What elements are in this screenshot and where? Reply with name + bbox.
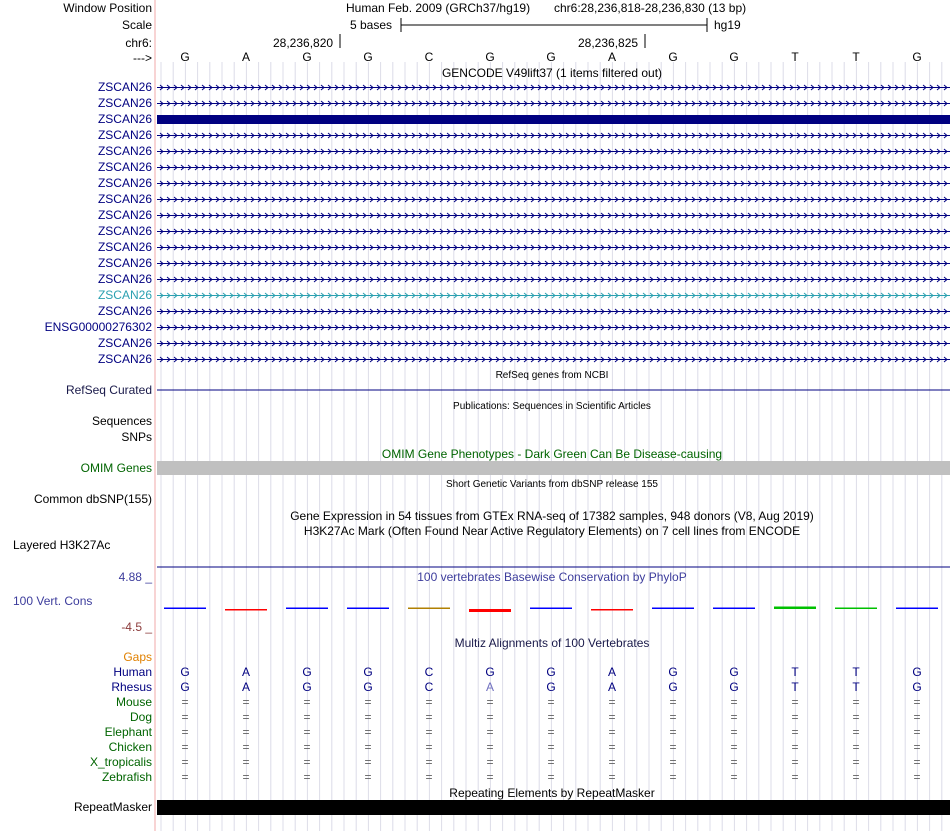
alignment-base: = — [852, 740, 860, 754]
gencode-item-label[interactable]: ZSCAN26 — [97, 160, 152, 174]
conservation-track-title[interactable]: 100 vertebrates Basewise Conservation by PhyloP — [417, 570, 687, 584]
base-letter: C — [424, 50, 434, 64]
gencode-item-label[interactable]: ZSCAN26 — [97, 96, 152, 110]
base-letter: T — [852, 50, 860, 64]
conservation-bar — [591, 609, 633, 611]
base-letter: T — [791, 50, 799, 64]
alignment-base: G — [546, 665, 556, 679]
alignment-base: = — [791, 710, 799, 724]
multiz-species-label[interactable]: Elephant — [104, 725, 152, 739]
conservation-ymax: 4.88 _ — [118, 570, 152, 584]
publications-track-title[interactable]: Publications: Sequences in Scientific Articles — [453, 401, 651, 412]
alignment-base: C — [424, 680, 434, 694]
alignment-base: = — [242, 770, 250, 784]
omim-bar[interactable] — [157, 461, 950, 475]
alignment-base: = — [852, 725, 860, 739]
alignment-base: = — [242, 710, 250, 724]
gencode-item-label[interactable]: ZSCAN26 — [97, 192, 152, 206]
alignment-base: = — [852, 755, 860, 769]
alignment-base: = — [364, 710, 372, 724]
alignment-base: = — [608, 725, 616, 739]
alignment-base: = — [852, 710, 860, 724]
gencode-item-label[interactable]: ZSCAN26 — [97, 144, 152, 158]
alignment-base: G — [668, 665, 678, 679]
alignment-base: A — [607, 665, 617, 679]
multiz-gaps-label[interactable]: Gaps — [123, 650, 152, 664]
alignment-base: = — [486, 725, 494, 739]
alignment-base: = — [608, 770, 616, 784]
multiz-species-label[interactable]: X_tropicalis — [89, 755, 152, 769]
conservation-bar — [530, 608, 572, 610]
alignment-base: = — [730, 710, 738, 724]
alignment-base: T — [852, 680, 860, 694]
alignment-base: = — [730, 725, 738, 739]
alignment-base: = — [669, 725, 677, 739]
base-letter: A — [241, 50, 251, 64]
repeatmasker-label[interactable]: RepeatMasker — [73, 800, 152, 814]
alignment-base: = — [547, 740, 555, 754]
gencode-item-label[interactable]: ZSCAN26 — [97, 272, 152, 286]
alignment-base: = — [242, 740, 250, 754]
alignment-base: = — [181, 740, 189, 754]
alignment-base: = — [364, 755, 372, 769]
alignment-base: = — [425, 740, 433, 754]
alignment-base: T — [852, 665, 860, 679]
gencode-item-label[interactable]: ZSCAN26 — [97, 336, 152, 350]
base-letter: G — [912, 50, 922, 64]
multiz-species-label[interactable]: Chicken — [108, 740, 152, 754]
base-letter: G — [363, 50, 373, 64]
dbsnp-track-title[interactable]: Short Genetic Variants from dbSNP release 155 — [446, 479, 658, 490]
alignment-base: = — [852, 770, 860, 784]
alignment-base: G — [729, 665, 739, 679]
alignment-base: = — [547, 710, 555, 724]
omim-track-title[interactable]: OMIM Gene Phenotypes - Dark Green Can Be Disease-causing — [381, 447, 723, 461]
alignment-base: = — [913, 740, 921, 754]
alignment-base: = — [181, 710, 189, 724]
conservation-bar — [347, 608, 389, 610]
refseq-label[interactable]: RefSeq Curated — [65, 383, 152, 397]
alignment-base: = — [303, 740, 311, 754]
alignment-base: = — [669, 710, 677, 724]
alignment-base: = — [669, 770, 677, 784]
alignment-base: = — [547, 725, 555, 739]
alignment-base: G — [485, 665, 495, 679]
alignment-base: = — [913, 695, 921, 709]
alignment-base: G — [363, 665, 373, 679]
conservation-ymin: -4.5 _ — [121, 620, 152, 634]
conservation-bar — [896, 608, 938, 610]
alignment-base: = — [608, 740, 616, 754]
alignment-base: = — [791, 725, 799, 739]
conservation-bar — [835, 608, 877, 610]
alignment-base: G — [668, 680, 678, 694]
publications-snps-label[interactable]: SNPs — [121, 430, 152, 444]
multiz-species-label[interactable]: Dog — [129, 710, 152, 724]
base-letter: A — [607, 50, 617, 64]
alignment-base: = — [608, 695, 616, 709]
alignment-base: = — [791, 755, 799, 769]
window-position-label: Window Position — [63, 1, 152, 15]
alignment-base: G — [729, 680, 739, 694]
conservation-bar — [713, 608, 755, 610]
conservation-bar — [652, 608, 694, 610]
alignment-base: = — [242, 755, 250, 769]
scale-text: 5 bases — [350, 18, 393, 32]
alignment-base: = — [791, 695, 799, 709]
alignment-base: = — [181, 695, 189, 709]
alignment-base: = — [669, 755, 677, 769]
gencode-item-label[interactable]: ZSCAN26 — [97, 208, 152, 222]
alignment-base: = — [242, 695, 250, 709]
alignment-base: = — [486, 710, 494, 724]
conservation-bar — [164, 608, 206, 610]
multiz-species-label[interactable]: Human — [113, 665, 152, 679]
repeatmasker-track-title[interactable]: Repeating Elements by RepeatMasker — [449, 786, 655, 800]
scale-label: Scale — [121, 18, 152, 32]
alignment-base: = — [608, 710, 616, 724]
alignment-base: A — [607, 680, 617, 694]
db-name: hg19 — [714, 18, 741, 32]
alignment-base: = — [425, 695, 433, 709]
alignment-base: = — [303, 770, 311, 784]
gencode-item-label[interactable]: ZSCAN26 — [97, 176, 152, 190]
conservation-bar — [469, 609, 511, 612]
alignment-base: = — [547, 770, 555, 784]
alignment-base: = — [303, 755, 311, 769]
alignment-base: = — [791, 770, 799, 784]
alignment-base: = — [730, 770, 738, 784]
gencode-item-label[interactable]: ZSCAN26 — [97, 224, 152, 238]
alignment-base: = — [730, 755, 738, 769]
alignment-base: C — [424, 665, 434, 679]
alignment-base: T — [791, 680, 799, 694]
multiz-species-label[interactable]: Mouse — [115, 695, 152, 709]
base-letter: G — [180, 50, 190, 64]
h3k27ac-track-title[interactable]: H3K27Ac Mark (Often Found Near Active Regulatory Elements) on 7 cell lines from ENCODE — [303, 524, 801, 538]
gencode-item-label[interactable]: ZSCAN26 — [97, 80, 152, 94]
base-letter: G — [485, 50, 495, 64]
gencode-track-title[interactable]: GENCODE V49lift37 (1 items filtered out) — [441, 66, 663, 80]
alignment-base: G — [546, 680, 556, 694]
alignment-base: = — [364, 695, 372, 709]
alignment-base: = — [364, 740, 372, 754]
omim-label[interactable]: OMIM Genes — [80, 461, 152, 475]
alignment-base: = — [242, 725, 250, 739]
alignment-base: = — [486, 740, 494, 754]
alignment-base: G — [912, 665, 922, 679]
gencode-item-label[interactable]: ZSCAN26 — [97, 288, 152, 302]
alignment-base: G — [302, 680, 312, 694]
gencode-item-label[interactable]: ZSCAN26 — [97, 128, 152, 142]
ruler-label-1: 28,236,820 — [273, 36, 334, 50]
alignment-base: = — [913, 725, 921, 739]
alignment-base: = — [425, 755, 433, 769]
conservation-bar — [774, 607, 816, 610]
alignment-base: = — [425, 710, 433, 724]
alignment-base: = — [181, 725, 189, 739]
gencode-item-label[interactable]: ZSCAN26 — [97, 352, 152, 366]
conservation-bar — [286, 608, 328, 610]
alignment-base: = — [913, 710, 921, 724]
base-letter: G — [546, 50, 556, 64]
multiz-species-label[interactable]: Rhesus — [111, 680, 152, 694]
strand-label: ---> — [133, 51, 152, 65]
publications-sequences-label[interactable]: Sequences — [91, 414, 152, 428]
refseq-track-title[interactable]: RefSeq genes from NCBI — [495, 370, 609, 381]
alignment-base: A — [485, 680, 495, 694]
multiz-species-label[interactable]: Zebrafish — [101, 770, 152, 784]
alignment-base: = — [303, 710, 311, 724]
alignment-base: = — [547, 695, 555, 709]
alignment-base: = — [486, 770, 494, 784]
conservation-bar — [408, 608, 450, 610]
base-letter: G — [302, 50, 312, 64]
alignment-base: = — [608, 755, 616, 769]
alignment-base: = — [303, 695, 311, 709]
alignment-base: = — [669, 740, 677, 754]
alignment-base: G — [363, 680, 373, 694]
dbsnp-label[interactable]: Common dbSNP(155) — [33, 492, 152, 506]
alignment-base: G — [180, 665, 190, 679]
alignment-base: = — [791, 740, 799, 754]
alignment-base: = — [547, 755, 555, 769]
alignment-base: = — [364, 725, 372, 739]
gtex-track-title[interactable]: Gene Expression in 54 tissues from GTEx RNA-seq of 17382 samples, 948 donors (V8, Aug 2019) — [290, 509, 814, 523]
h3k27ac-label[interactable]: Layered H3K27Ac — [13, 538, 111, 552]
alignment-base: A — [241, 665, 251, 679]
ruler-label-2: 28,236,825 — [578, 36, 639, 50]
gencode-item-label[interactable]: ENSG00000276302 — [44, 320, 152, 334]
base-letter: G — [668, 50, 678, 64]
repeatmasker-bar[interactable] — [157, 800, 950, 815]
alignment-base: G — [912, 680, 922, 694]
conservation-label[interactable]: 100 Vert. Cons — [13, 594, 93, 608]
alignment-base: = — [486, 755, 494, 769]
alignment-base: = — [303, 725, 311, 739]
conservation-bar — [225, 609, 267, 611]
alignment-base: = — [669, 695, 677, 709]
chrom-label: chr6: — [125, 36, 152, 50]
gencode-item-label[interactable]: ZSCAN26 — [97, 256, 152, 270]
alignment-base: = — [730, 740, 738, 754]
gencode-exon-block[interactable] — [157, 115, 950, 124]
alignment-base: T — [791, 665, 799, 679]
alignment-base: G — [180, 680, 190, 694]
alignment-base: = — [852, 695, 860, 709]
alignment-base: = — [181, 770, 189, 784]
assembly-name: Human Feb. 2009 (GRCh37/hg19) — [346, 1, 531, 15]
alignment-base: = — [425, 770, 433, 784]
alignment-base: = — [181, 755, 189, 769]
gencode-item-label[interactable]: ZSCAN26 — [97, 112, 152, 126]
gencode-item-label[interactable]: ZSCAN26 — [97, 304, 152, 318]
alignment-base: = — [730, 695, 738, 709]
alignment-base: = — [913, 770, 921, 784]
base-letter: G — [729, 50, 739, 64]
multiz-track-title[interactable]: Multiz Alignments of 100 Vertebrates — [454, 636, 650, 650]
gencode-item-label[interactable]: ZSCAN26 — [97, 240, 152, 254]
alignment-base: A — [241, 680, 251, 694]
position-readout: chr6:28,236,818-28,236,830 (13 bp) — [554, 1, 747, 15]
alignment-base: G — [302, 665, 312, 679]
alignment-base: = — [913, 755, 921, 769]
alignment-base: = — [486, 695, 494, 709]
alignment-base: = — [364, 770, 372, 784]
alignment-base: = — [425, 725, 433, 739]
